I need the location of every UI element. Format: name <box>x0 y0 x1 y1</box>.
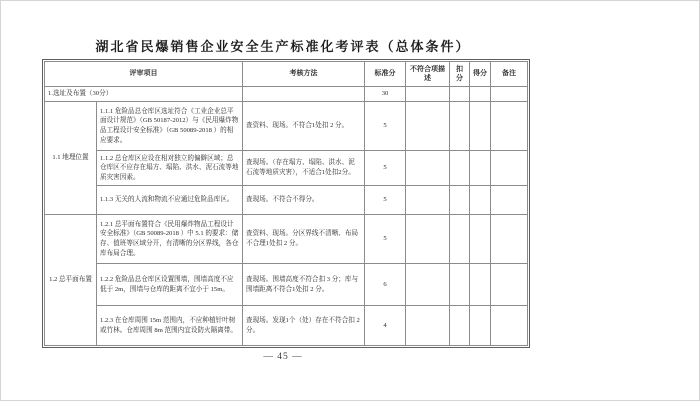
score-cell <box>470 306 491 346</box>
section-label: 1.选址及布置（30分） <box>45 87 243 102</box>
criteria-cell: 1.2.1 总平面布置符合《民用爆炸物品工程设计安全标准》（GB 50089-2018 ）中 5.1 的要求：储存、值班等区域分开，有清晰的分区界线，各仓库布局合理。 <box>97 215 243 264</box>
header-item: 评审项目 <box>45 62 243 87</box>
criteria-cell: 1.1.2 总仓库区应设在相对独立的偏僻区域；总仓库区不应存在塌方、塌陷、洪水、泥石流等地质灾害因素。 <box>97 151 243 186</box>
score-cell <box>470 102 491 151</box>
method-cell: 查资料、现场。不符合1处扣 2 分。 <box>243 102 365 151</box>
table-row <box>45 151 528 186</box>
header-nonconformity: 不符合项描述 <box>406 62 450 87</box>
section-row <box>45 87 528 102</box>
nonconformity-cell <box>406 151 450 186</box>
deduction-cell <box>450 306 470 346</box>
remarks-cell <box>491 151 528 186</box>
page-title: 湖北省民爆销售企业安全生产标准化考评表（总体条件） <box>95 39 471 54</box>
table-row <box>45 102 528 151</box>
evaluation-table <box>44 61 528 346</box>
remarks-cell <box>491 186 528 215</box>
group-label-layout: 1.2 总平面布置 <box>45 215 97 346</box>
deduction-cell <box>450 102 470 151</box>
method-cell: 查现场。发现1个（处）存在不符合扣 2 分。 <box>243 306 365 346</box>
standard-score-cell: 5 <box>365 102 406 151</box>
score-cell <box>470 215 491 264</box>
section-score-cell <box>470 87 491 102</box>
header-deduction: 扣分 <box>450 62 470 87</box>
criteria-cell: 1.2.3 在仓库周围 15m 范围内，不应种植针叶树或竹林。仓库周围 8m 范围内宜设防火隔离带。 <box>97 306 243 346</box>
standard-score-cell: 6 <box>365 264 406 306</box>
score-cell <box>470 186 491 215</box>
section-method-cell <box>243 87 365 102</box>
page-number: — 45 — <box>263 352 303 362</box>
header-remarks: 备注 <box>491 62 528 87</box>
deduction-cell <box>450 215 470 264</box>
header-standard-score: 标准分 <box>365 62 406 87</box>
nonconformity-cell <box>406 215 450 264</box>
standard-score-cell: 4 <box>365 306 406 346</box>
method-cell: 查现场。围墙高度不符合扣 3 分；库与围墙距离不符合1处扣 2 分。 <box>243 264 365 306</box>
table-row <box>45 215 528 264</box>
remarks-cell <box>491 306 528 346</box>
nonconformity-cell <box>406 264 450 306</box>
criteria-cell: 1.1.1 危险品总仓库区选址符合《工业企业总平面设计规范》（GB 50187-2012）与《民用爆炸物品工程设计安全标准》（GB 50089-2018 ）的相应要求。 <box>97 102 243 151</box>
group-label-geography: 1.1 地理位置 <box>45 102 97 215</box>
nonconformity-cell <box>406 102 450 151</box>
table-row <box>45 306 528 346</box>
deduction-cell <box>450 264 470 306</box>
remarks-cell <box>491 215 528 264</box>
section-remarks-cell <box>491 87 528 102</box>
method-cell: 查资料、现场。分区界线不清晰、布局不合理1处扣 2 分。 <box>243 215 365 264</box>
method-cell: 查现场。不符合不得分。 <box>243 186 365 215</box>
header-method: 考核方法 <box>243 62 365 87</box>
criteria-cell: 1.2.2 危险品总仓库区设置围墙，围墙高度不应低于 2m，围墙与仓库的距离不宜小于 15m。 <box>97 264 243 306</box>
remarks-cell <box>491 264 528 306</box>
remarks-cell <box>491 102 528 151</box>
evaluation-table-frame <box>42 59 530 348</box>
criteria-cell: 1.1.3 无关的人流和物流不应通过危险品库区。 <box>97 186 243 215</box>
section-nonconformity-cell <box>406 87 450 102</box>
score-cell <box>470 151 491 186</box>
deduction-cell <box>450 151 470 186</box>
standard-score-cell: 5 <box>365 186 406 215</box>
table-row <box>45 186 528 215</box>
header-score: 得分 <box>470 62 491 87</box>
standard-score-cell: 5 <box>365 151 406 186</box>
section-deduction-cell <box>450 87 470 102</box>
section-standard-score: 30 <box>365 87 406 102</box>
standard-score-cell: 5 <box>365 215 406 264</box>
nonconformity-cell <box>406 306 450 346</box>
nonconformity-cell <box>406 186 450 215</box>
table-row <box>45 264 528 306</box>
deduction-cell <box>450 186 470 215</box>
table-header-row <box>45 62 528 87</box>
method-cell: 查现场。（存在塌方、塌陷、洪水、泥石流等地质灾害），不适合1处扣2分。 <box>243 151 365 186</box>
score-cell <box>470 264 491 306</box>
